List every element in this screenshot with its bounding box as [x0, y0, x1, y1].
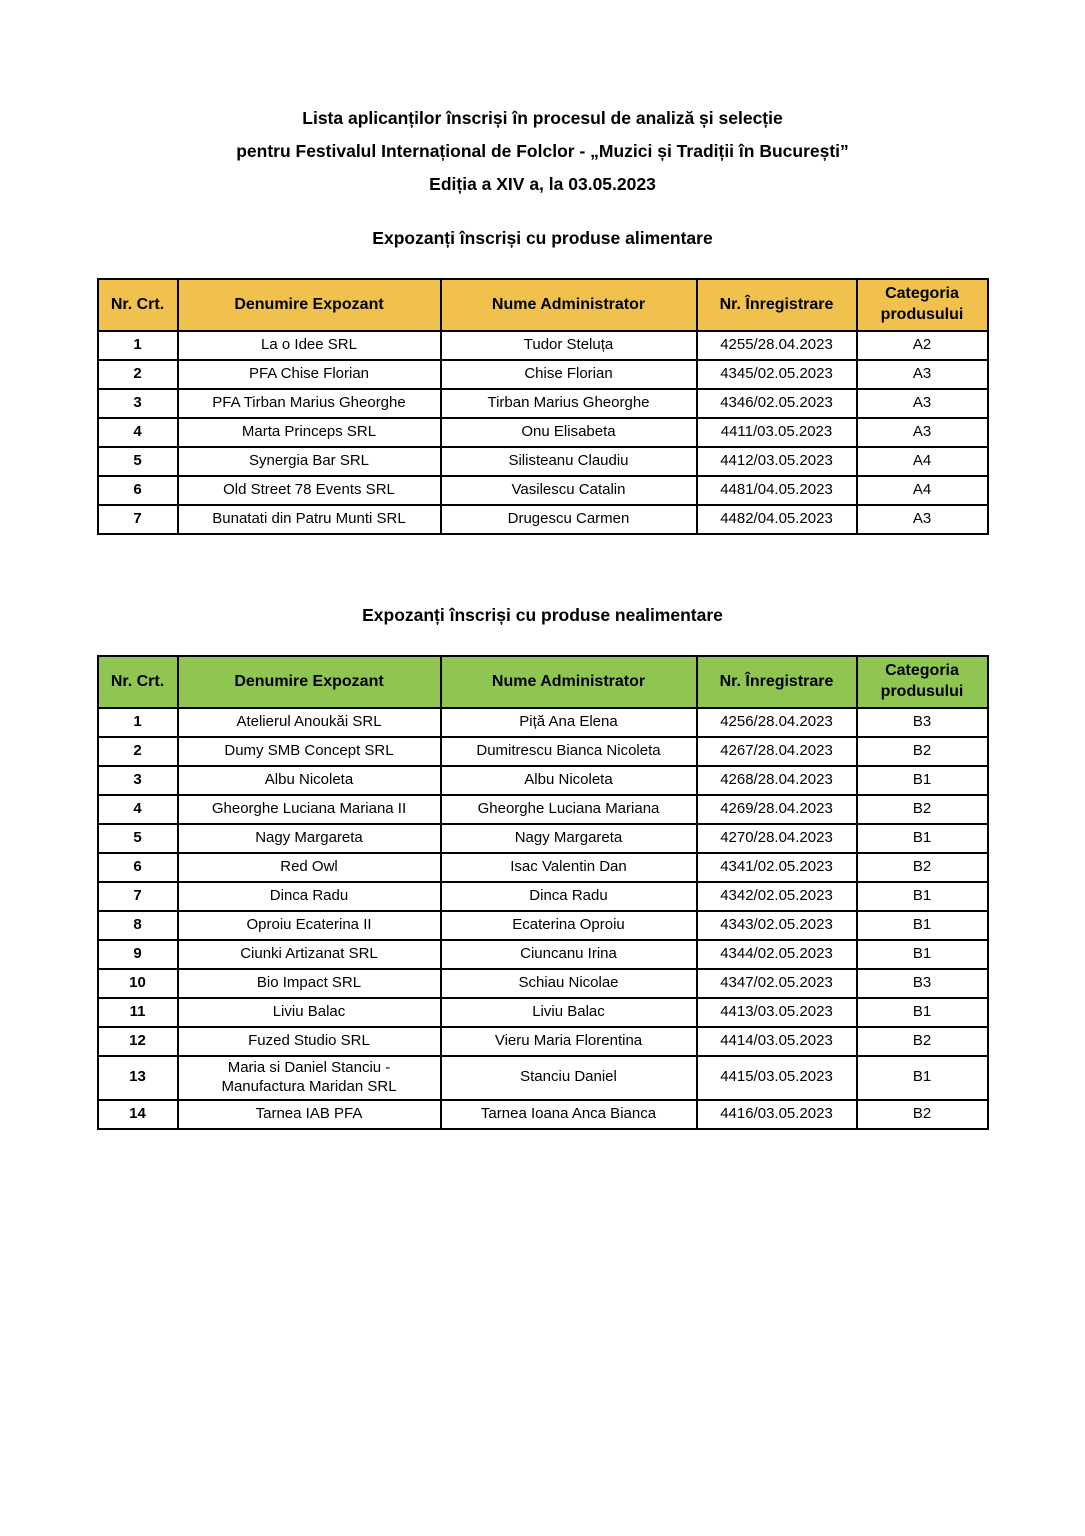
table-cell: A3 — [857, 389, 988, 418]
table-cell: Atelierul Anoukăi SRL — [178, 708, 441, 737]
table-cell: 4412/03.05.2023 — [697, 447, 857, 476]
table-cell: Tarnea IAB PFA — [178, 1100, 441, 1129]
table-cell: 6 — [98, 476, 178, 505]
table-cell: 4411/03.05.2023 — [697, 418, 857, 447]
table-cell: 5 — [98, 447, 178, 476]
table-section-alimentare — [0, 228, 1085, 535]
table-cell: 8 — [98, 911, 178, 940]
column-header-3: Nume Administrator — [441, 279, 697, 331]
table-cell: 4345/02.05.2023 — [697, 360, 857, 389]
table-cell: 9 — [98, 940, 178, 969]
table-row — [98, 1027, 988, 1056]
table-cell: Tirban Marius Gheorghe — [441, 389, 697, 418]
table-cell: B1 — [857, 911, 988, 940]
table-row — [98, 708, 988, 737]
section-title-alimentare: Expozanți înscriși cu produse alimentare — [372, 228, 713, 248]
table-cell: 11 — [98, 998, 178, 1027]
table-cell: B2 — [857, 737, 988, 766]
table-cell: 2 — [98, 737, 178, 766]
table-cell: Gheorghe Luciana Mariana II — [178, 795, 441, 824]
table-cell: Marta Princeps SRL — [178, 418, 441, 447]
table-cell: B2 — [857, 795, 988, 824]
table-cell: Vieru Maria Florentina — [441, 1027, 697, 1056]
table-cell: Schiau Nicolae — [441, 969, 697, 998]
table-cell: A2 — [857, 331, 988, 360]
table-cell: 4343/02.05.2023 — [697, 911, 857, 940]
table-cell: Dinca Radu — [441, 882, 697, 911]
table-cell: B1 — [857, 882, 988, 911]
table-cell: 4255/28.04.2023 — [697, 331, 857, 360]
table-cell: Nagy Margareta — [178, 824, 441, 853]
table-cell: B2 — [857, 853, 988, 882]
table-cell: Vasilescu Catalin — [441, 476, 697, 505]
table-cell: B3 — [857, 969, 988, 998]
table-cell: La o Idee SRL — [178, 331, 441, 360]
table-cell: 10 — [98, 969, 178, 998]
table-cell: A3 — [857, 418, 988, 447]
table-cell: B1 — [857, 940, 988, 969]
table-row — [98, 737, 988, 766]
table-cell: 7 — [98, 505, 178, 534]
table-cell: Tudor Steluța — [441, 331, 697, 360]
column-header-2: Denumire Expozant — [178, 279, 441, 331]
table-cell: Albu Nicoleta — [441, 766, 697, 795]
table-row — [98, 476, 988, 505]
table-cell: Albu Nicoleta — [178, 766, 441, 795]
table-row — [98, 911, 988, 940]
table-cell: 5 — [98, 824, 178, 853]
table-cell: Fuzed Studio SRL — [178, 1027, 441, 1056]
table-cell: B2 — [857, 1100, 988, 1129]
table-row — [98, 331, 988, 360]
title-line-2: pentru Festivalul Internațional de Folclor - „Muzici și Tradiții în București” — [236, 141, 849, 161]
table-cell: B1 — [857, 824, 988, 853]
column-header-1: Nr. Crt. — [98, 656, 178, 708]
table-row — [98, 998, 988, 1027]
title-line-1: Lista aplicanților înscriși în procesul de analiză și selecție — [302, 108, 783, 128]
table-row — [98, 1056, 988, 1100]
table-cell: 4 — [98, 418, 178, 447]
table-cell: A4 — [857, 476, 988, 505]
table-row — [98, 795, 988, 824]
table-cell: 4341/02.05.2023 — [697, 853, 857, 882]
table-cell: Maria si Daniel Stanciu - Manufactura Maridan SRL — [178, 1056, 441, 1100]
title-line-3: Ediția a XIV a, la 03.05.2023 — [429, 174, 656, 194]
table-cell: 1 — [98, 331, 178, 360]
table-row — [98, 824, 988, 853]
table-row — [98, 447, 988, 476]
table-cell: Silisteanu Claudiu — [441, 447, 697, 476]
table-cell: 4414/03.05.2023 — [697, 1027, 857, 1056]
table-row — [98, 940, 988, 969]
table-section-nealimentare — [0, 605, 1085, 1130]
table-cell: 14 — [98, 1100, 178, 1129]
table-cell: Dumitrescu Bianca Nicoleta — [441, 737, 697, 766]
table-cell: 4481/04.05.2023 — [697, 476, 857, 505]
table-cell: Dumy SMB Concept SRL — [178, 737, 441, 766]
table-cell: PFA Chise Florian — [178, 360, 441, 389]
table-cell: Synergia Bar SRL — [178, 447, 441, 476]
table-cell: 4267/28.04.2023 — [697, 737, 857, 766]
table-cell: 4 — [98, 795, 178, 824]
column-header-3: Nume Administrator — [441, 656, 697, 708]
section-title-nealimentare: Expozanți înscriși cu produse nealimentare — [362, 605, 723, 625]
table-cell: Oproiu Ecaterina II — [178, 911, 441, 940]
table-cell: Ecaterina Oproiu — [441, 911, 697, 940]
table-cell: 4413/03.05.2023 — [697, 998, 857, 1027]
table-cell: Drugescu Carmen — [441, 505, 697, 534]
table-cell: 6 — [98, 853, 178, 882]
table-cell: 2 — [98, 360, 178, 389]
table-cell: Stanciu Daniel — [441, 1056, 697, 1100]
table-cell: Liviu Balac — [441, 998, 697, 1027]
header-row — [98, 656, 988, 708]
table-cell: Tarnea Ioana Anca Bianca — [441, 1100, 697, 1129]
column-header-4: Nr. Înregistrare — [697, 656, 857, 708]
column-header-4: Nr. Înregistrare — [697, 279, 857, 331]
table-cell: PFA Tirban Marius Gheorghe — [178, 389, 441, 418]
table-row — [98, 418, 988, 447]
table-cell: Piță Ana Elena — [441, 708, 697, 737]
table-cell: Ciuncanu Irina — [441, 940, 697, 969]
table-row — [98, 853, 988, 882]
table-cell: 4346/02.05.2023 — [697, 389, 857, 418]
table-cell: 4344/02.05.2023 — [697, 940, 857, 969]
table-cell: Bunatati din Patru Munti SRL — [178, 505, 441, 534]
table-cell: 12 — [98, 1027, 178, 1056]
table-cell: 3 — [98, 389, 178, 418]
table-cell: A3 — [857, 360, 988, 389]
table-cell: 4416/03.05.2023 — [697, 1100, 857, 1129]
table-cell: Ciunki Artizanat SRL — [178, 940, 441, 969]
table-cell: 4269/28.04.2023 — [697, 795, 857, 824]
table-row — [98, 1100, 988, 1129]
column-header-1: Nr. Crt. — [98, 279, 178, 331]
table-cell: Chise Florian — [441, 360, 697, 389]
table-cell: B3 — [857, 708, 988, 737]
table-cell: Dinca Radu — [178, 882, 441, 911]
table-cell: 4342/02.05.2023 — [697, 882, 857, 911]
tables-container — [0, 228, 1085, 1130]
table-cell: Red Owl — [178, 853, 441, 882]
table-cell: B1 — [857, 766, 988, 795]
table-row — [98, 505, 988, 534]
table-nealimentare — [97, 655, 989, 1130]
table-cell: Gheorghe Luciana Mariana — [441, 795, 697, 824]
table-cell: 3 — [98, 766, 178, 795]
table-row — [98, 882, 988, 911]
table-cell: Nagy Margareta — [441, 824, 697, 853]
table-cell: A3 — [857, 505, 988, 534]
table-cell: 13 — [98, 1056, 178, 1100]
table-cell: 4256/28.04.2023 — [697, 708, 857, 737]
table-row — [98, 766, 988, 795]
table-cell: 4268/28.04.2023 — [697, 766, 857, 795]
document-title — [0, 0, 1085, 201]
table-cell: B1 — [857, 1056, 988, 1100]
table-row — [98, 389, 988, 418]
table-cell: 4415/03.05.2023 — [697, 1056, 857, 1100]
table-row — [98, 969, 988, 998]
table-cell: Bio Impact SRL — [178, 969, 441, 998]
table-cell: B2 — [857, 1027, 988, 1056]
column-header-5: Categoria produsului — [857, 279, 988, 331]
table-row — [98, 360, 988, 389]
table-cell: Isac Valentin Dan — [441, 853, 697, 882]
table-cell: Liviu Balac — [178, 998, 441, 1027]
column-header-2: Denumire Expozant — [178, 656, 441, 708]
table-cell: B1 — [857, 998, 988, 1027]
table-cell: A4 — [857, 447, 988, 476]
table-cell: 4482/04.05.2023 — [697, 505, 857, 534]
table-alimentare — [97, 278, 989, 535]
table-cell: 4347/02.05.2023 — [697, 969, 857, 998]
table-cell: Old Street 78 Events SRL — [178, 476, 441, 505]
table-cell: 4270/28.04.2023 — [697, 824, 857, 853]
header-row — [98, 279, 988, 331]
table-cell: 7 — [98, 882, 178, 911]
table-cell: 1 — [98, 708, 178, 737]
column-header-5: Categoria produsului — [857, 656, 988, 708]
table-cell: Onu Elisabeta — [441, 418, 697, 447]
